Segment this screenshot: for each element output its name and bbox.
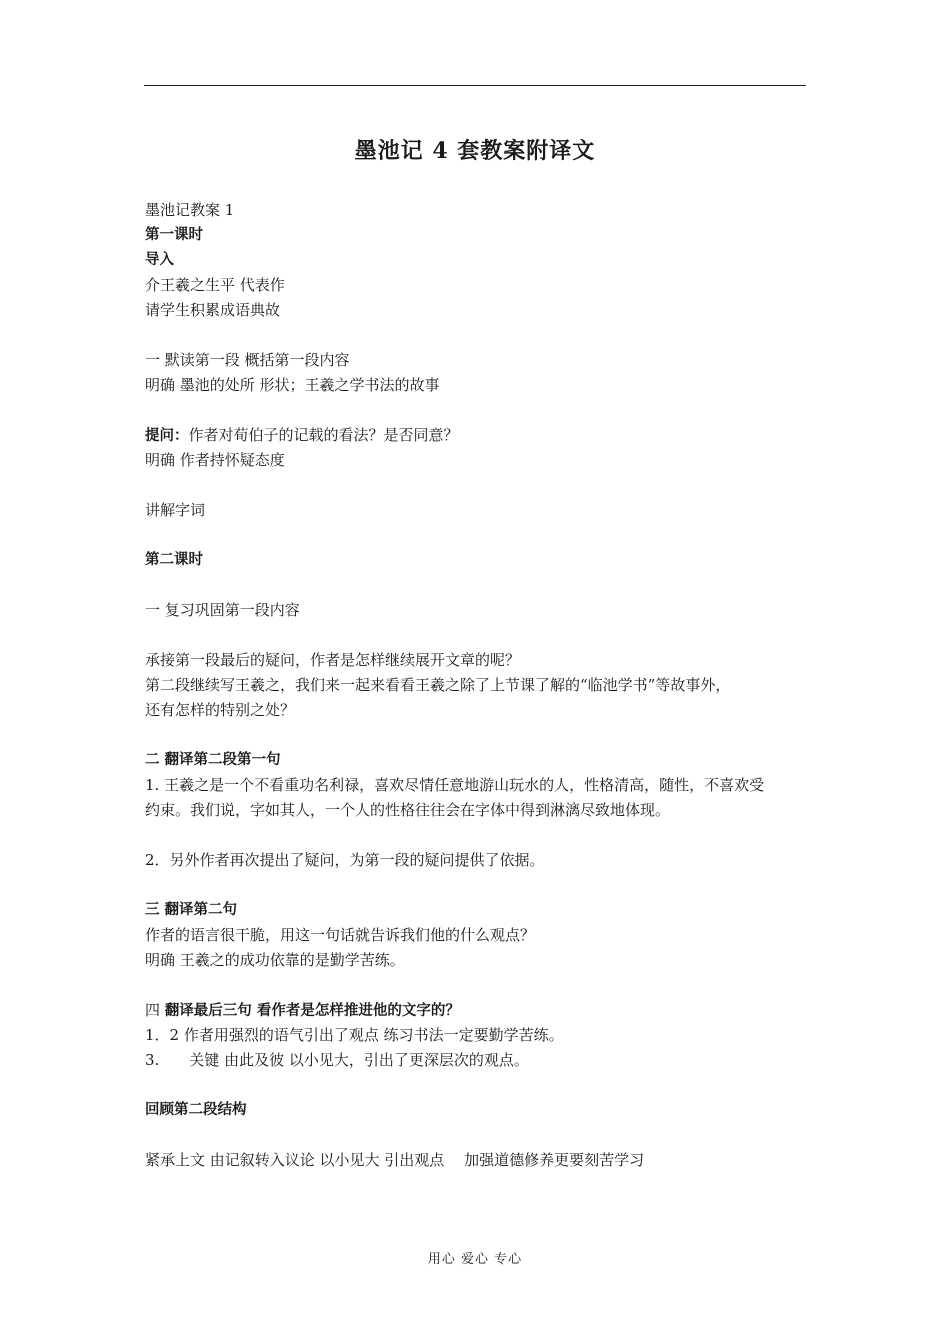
paragraph-line: 介王羲之生平 代表作 — [145, 276, 285, 294]
section-heading: 第二课时 — [145, 552, 203, 568]
section-heading: 回顾第二段结构 — [145, 1102, 247, 1118]
paragraph-line: 承接第一段最后的疑问，作者是怎样继续展开文章的呢？ — [145, 651, 521, 669]
paragraph-line: 明确 作者持怀疑态度 — [145, 451, 285, 469]
section-title: 翻译最后三句 看作者是怎样推进他的文字的？ — [164, 1003, 460, 1019]
paragraph-line: 一 默读第一段 概括第一段内容 — [145, 351, 350, 369]
paragraph-line: 一 复习巩固第一段内容 — [145, 601, 300, 619]
paragraph-line: 1．2 作者用强烈的语气引出了观点 练习书法一定要勤学苦练。 — [145, 1026, 564, 1044]
question-text: 作者对荀伯子的记载的看法？是否同意？ — [188, 426, 459, 444]
section-heading: 二 翻译第二段第一句 — [145, 752, 281, 768]
paragraph-line: 1. 王羲之是一个不看重功名利禄，喜欢尽情任意地游山玩水的人，性格清高，随性，不喜欢受 — [145, 776, 765, 794]
section-heading: 第一课时 — [145, 227, 203, 243]
paragraph-line: 作者的语言很干脆，用这一句话就告诉我们他的什么观点？ — [145, 926, 536, 944]
paragraph-line: 讲解字词 — [145, 501, 206, 519]
paragraph-line: 3. 关键 由此及彼 以小见大，引出了更深层次的观点。 — [145, 1051, 529, 1069]
header-rule — [144, 85, 806, 86]
paragraph-line: 明确 王羲之的成功依靠的是勤学苦练。 — [145, 951, 405, 969]
page-footer: 用心 爱心 专心 — [427, 1252, 523, 1267]
paragraph-line: 明确 墨池的处所 形状；王羲之学书法的故事 — [145, 376, 440, 394]
question-label: 提问： — [145, 428, 189, 444]
section-number: 四 — [145, 1001, 165, 1019]
paragraph-line: 第二段继续写王羲之，我们来一起来看看王羲之除了上节课了解的“临池学书”等故事外， — [145, 676, 731, 694]
section-heading: 三 翻译第二句 — [145, 902, 238, 918]
lesson-plan-heading: 墨池记教案 1 — [145, 201, 235, 219]
section-heading: 导入 — [145, 252, 174, 268]
section-heading — [145, 1000, 460, 1021]
paragraph-line: 请学生积累成语典故 — [145, 301, 281, 319]
paragraph-line: 约束。我们说，字如其人，一个人的性格往往会在字体中得到淋漓尽致地体现。 — [145, 801, 671, 819]
document-title: 墨池记 4 套教案附译文 — [354, 138, 596, 164]
paragraph-line: 还有怎样的特别之处？ — [145, 701, 296, 719]
paragraph-line: 2．另外作者再次提出了疑问，为第一段的疑问提供了依据。 — [145, 851, 545, 869]
question-line — [145, 425, 459, 446]
paragraph-line: 紧承上文 由记叙转入议论 以小见大 引出观点 加强道德修养更要刻苦学习 — [145, 1151, 645, 1169]
